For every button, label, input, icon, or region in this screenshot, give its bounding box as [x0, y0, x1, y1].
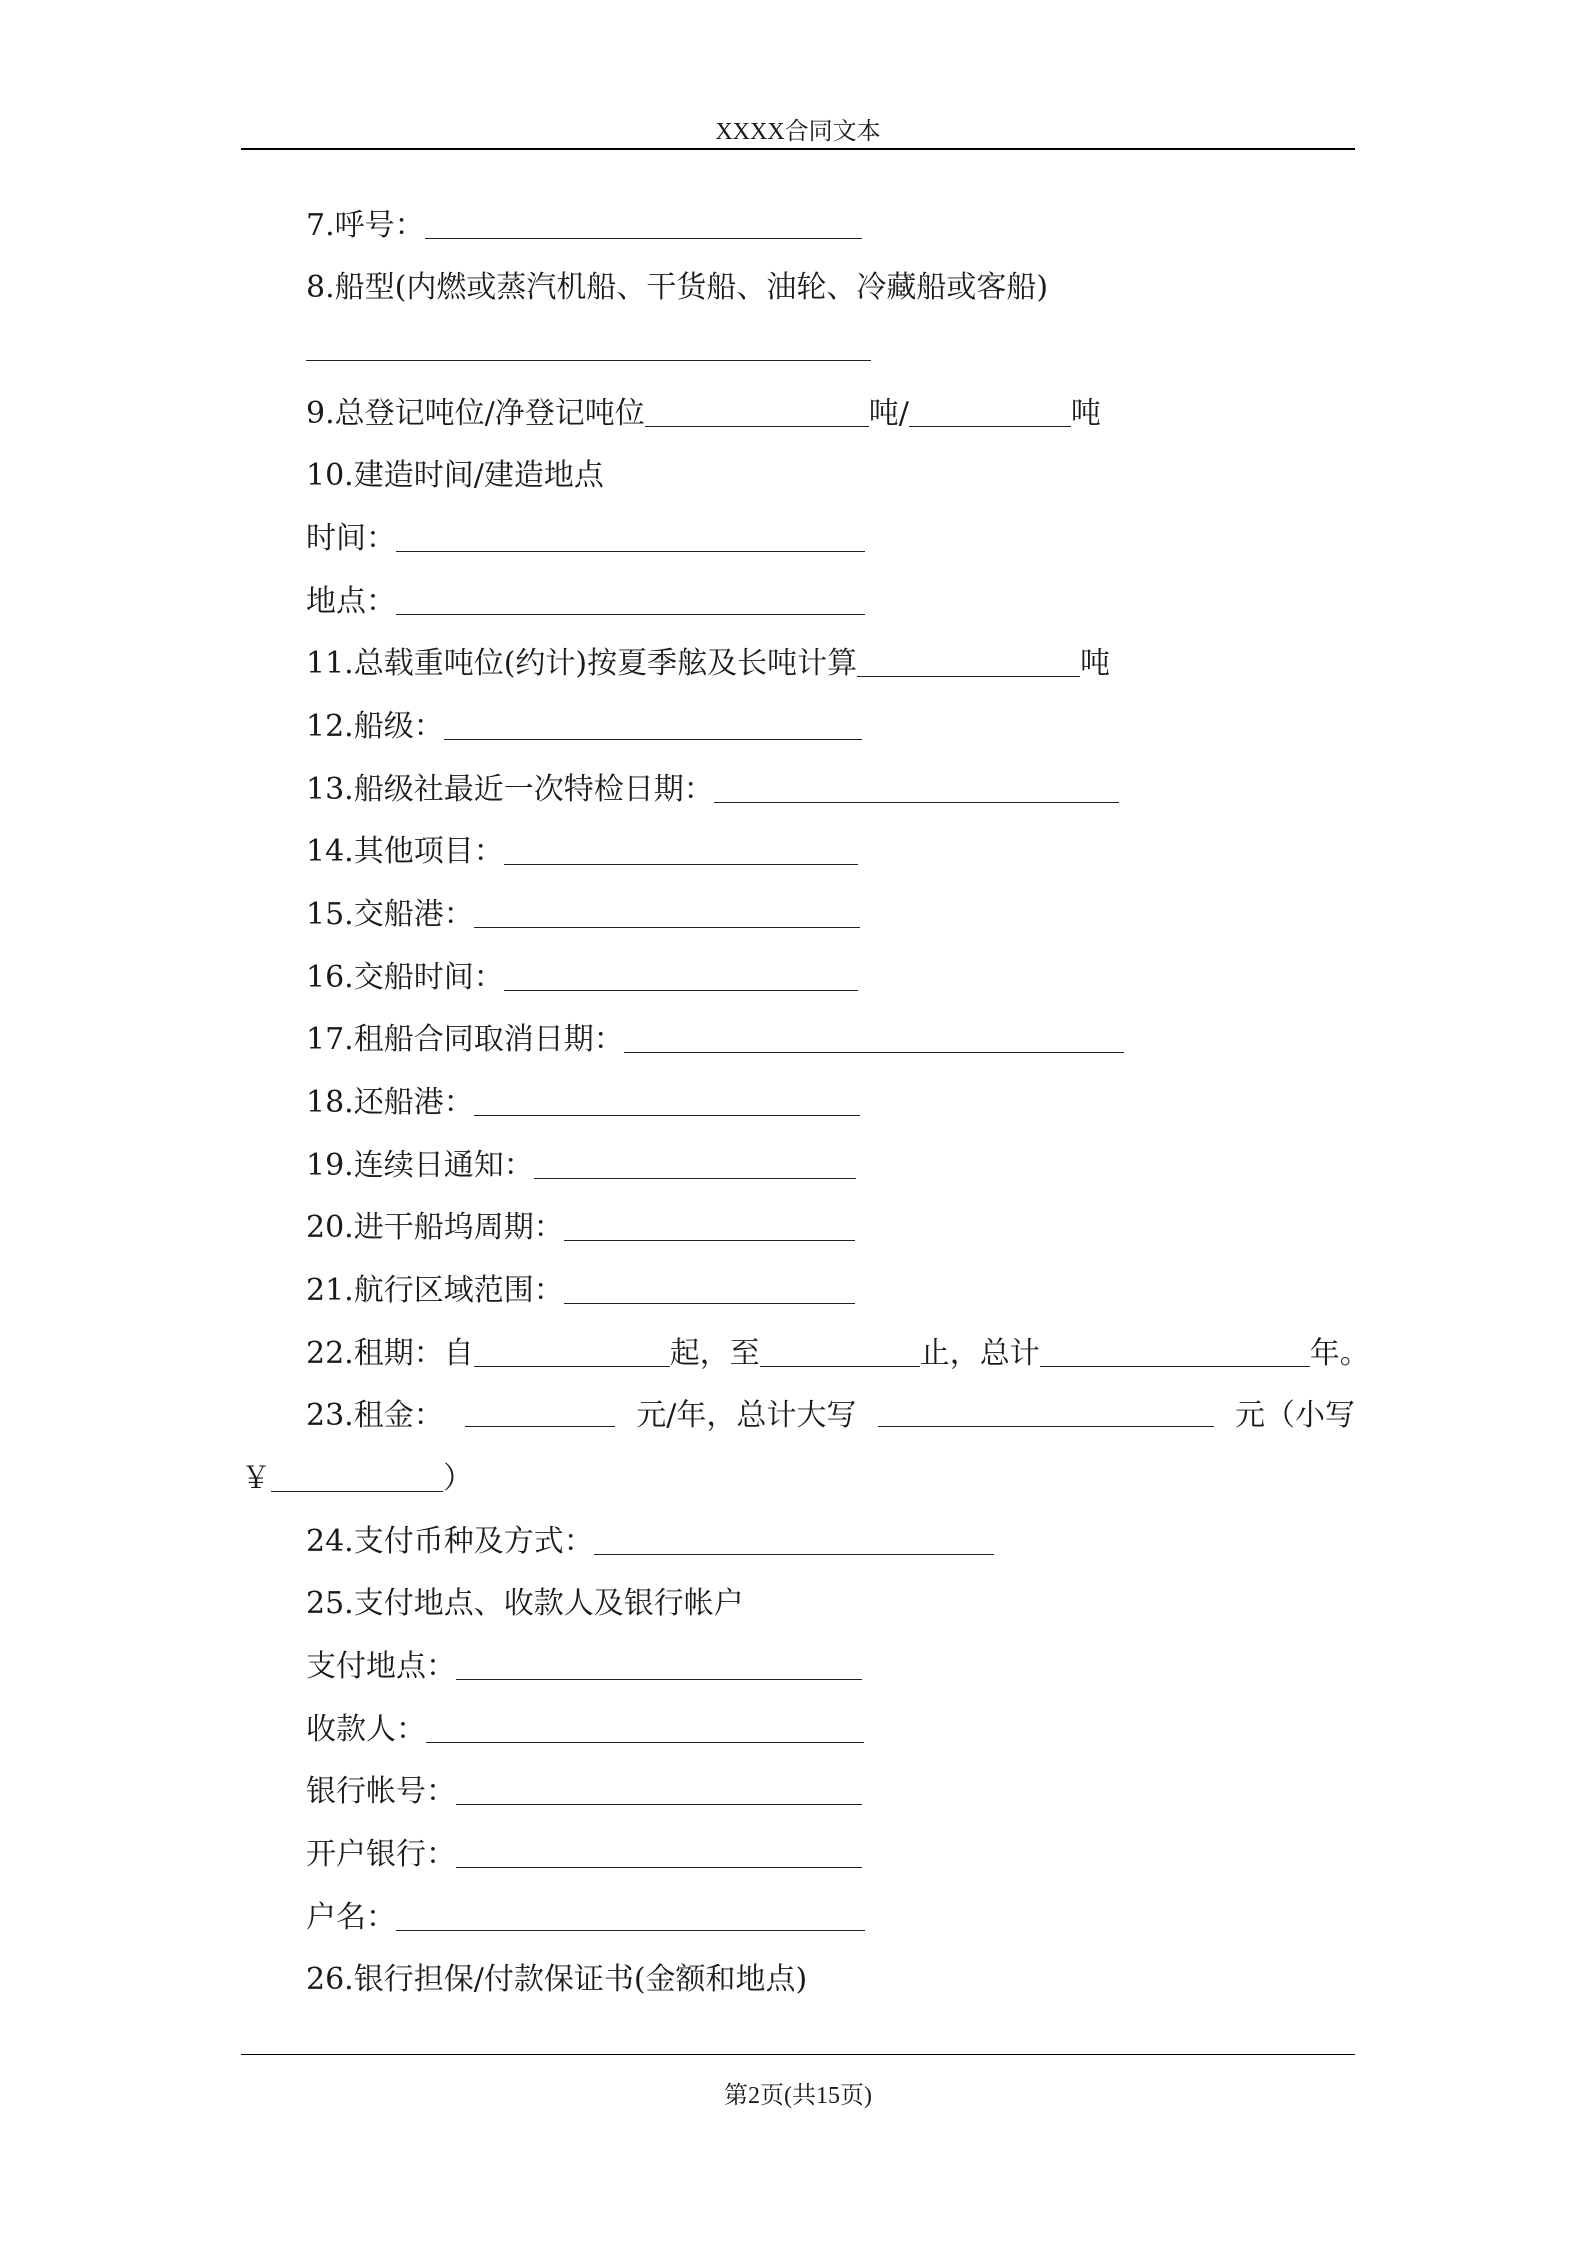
blank-line[interactable] — [594, 1524, 994, 1555]
blank-line[interactable] — [624, 1022, 1124, 1053]
field-other-items — [306, 832, 1355, 872]
field-redelivery-port — [306, 1083, 1355, 1123]
inline-text: 止，总计 — [919, 1336, 1040, 1371]
inline-text: 起，至 — [669, 1336, 760, 1371]
field-label: 8.船型(内燃或蒸汽机船、干货船、油轮、冷藏船或客船) — [306, 270, 1049, 305]
blank-line[interactable] — [426, 1712, 864, 1743]
field-charter-period — [306, 1334, 1370, 1374]
field-build-time — [306, 519, 1355, 559]
field-ship-type-answer — [306, 328, 1355, 368]
field-hire-rate — [306, 1396, 1355, 1436]
field-label: 23.租金： — [306, 1398, 444, 1433]
field-payment-place — [306, 1647, 1355, 1687]
unit-text: 吨 — [1080, 646, 1111, 681]
blank-line[interactable] — [714, 772, 1119, 803]
field-trading-area — [306, 1271, 1355, 1311]
blank-line[interactable] — [396, 1900, 865, 1931]
field-label: 时间： — [306, 521, 396, 556]
field-cancel-date — [306, 1020, 1355, 1060]
blank-line[interactable] — [504, 834, 858, 865]
field-payment-currency — [306, 1522, 1355, 1562]
blank-line[interactable] — [474, 897, 860, 928]
field-label: 收款人： — [306, 1712, 426, 1747]
blank-line[interactable] — [909, 396, 1071, 427]
blank-line[interactable] — [474, 1085, 860, 1116]
field-deadweight — [306, 644, 1355, 684]
field-label: 支付地点： — [306, 1649, 456, 1684]
page-number: 第2页(共15页) — [724, 2083, 872, 2109]
inline-text: ） — [443, 1461, 473, 1496]
blank-line[interactable] — [474, 1336, 670, 1367]
field-survey-date — [306, 770, 1355, 810]
blank-line[interactable] — [396, 584, 865, 615]
field-bank-name — [306, 1835, 1355, 1875]
field-label: 14.其他项目： — [306, 834, 504, 869]
field-ship-type — [306, 268, 1355, 308]
blank-line[interactable] — [760, 1336, 920, 1367]
field-label: 开户银行： — [306, 1837, 456, 1872]
field-label: ￥ — [241, 1461, 271, 1496]
field-account-name — [306, 1898, 1355, 1938]
field-bank-account — [306, 1772, 1355, 1812]
field-build-place — [306, 582, 1355, 622]
blank-line[interactable] — [456, 1649, 862, 1680]
page-header-title: XXXX合同文本 — [715, 119, 881, 145]
field-label: 26.银行担保/付款保证书(金额和地点) — [306, 1962, 808, 1997]
field-drydock-period — [306, 1208, 1355, 1248]
field-label: 20.进干船坞周期： — [306, 1210, 564, 1245]
blank-line[interactable] — [456, 1837, 862, 1868]
blank-line[interactable] — [456, 1774, 862, 1805]
unit-text: 吨/ — [868, 396, 909, 431]
blank-line[interactable] — [878, 1396, 1214, 1427]
blank-line[interactable] — [425, 208, 862, 239]
field-call-sign — [306, 206, 1355, 246]
field-label: 12.船级： — [306, 709, 444, 744]
field-build-heading — [306, 456, 1355, 496]
unit-text: 吨 — [1070, 396, 1101, 431]
field-label: 银行帐号： — [306, 1774, 456, 1809]
field-label: 21.航行区域范围： — [306, 1273, 564, 1308]
field-label: 24.支付币种及方式： — [306, 1524, 594, 1559]
field-bank-guarantee — [306, 1960, 1355, 2000]
blank-line[interactable] — [444, 709, 862, 740]
field-hire-rate-figures — [241, 1459, 1355, 1499]
field-label: 17.租船合同取消日期： — [306, 1022, 624, 1057]
field-label: 户名： — [306, 1900, 396, 1935]
field-label: 7.呼号： — [306, 208, 425, 243]
field-label: 10.建造时间/建造地点 — [306, 458, 604, 493]
blank-line[interactable] — [396, 521, 865, 552]
field-notice-days — [306, 1146, 1355, 1186]
blank-line[interactable] — [645, 396, 869, 427]
field-delivery-port — [306, 895, 1355, 935]
field-label: 15.交船港： — [306, 897, 474, 932]
blank-line[interactable] — [306, 330, 871, 361]
field-label: 25.支付地点、收款人及银行帐户 — [306, 1586, 744, 1621]
field-label: 9.总登记吨位/净登记吨位 — [306, 396, 645, 431]
inline-text: 元/年，总计大写 — [636, 1398, 857, 1433]
field-label: 22.租期：自 — [306, 1336, 474, 1371]
blank-line[interactable] — [465, 1396, 615, 1427]
field-label: 地点： — [306, 584, 396, 619]
blank-line[interactable] — [534, 1148, 856, 1179]
blank-line[interactable] — [271, 1461, 443, 1492]
field-tonnage — [306, 394, 1355, 434]
blank-line[interactable] — [1040, 1336, 1310, 1367]
blank-line[interactable] — [857, 646, 1080, 677]
field-delivery-time — [306, 958, 1355, 998]
field-payment-heading — [306, 1584, 1355, 1624]
field-label: 18.还船港： — [306, 1085, 474, 1120]
field-label: 16.交船时间： — [306, 960, 504, 995]
blank-line[interactable] — [564, 1210, 855, 1241]
blank-line[interactable] — [564, 1273, 855, 1304]
field-label: 19.连续日通知： — [306, 1148, 534, 1183]
header-rule — [241, 148, 1355, 150]
field-ship-class — [306, 707, 1355, 747]
inline-text: 年。 — [1309, 1336, 1370, 1371]
inline-text: 元（小写 — [1234, 1398, 1355, 1433]
blank-line[interactable] — [504, 960, 858, 991]
field-label: 13.船级社最近一次特检日期： — [306, 772, 714, 807]
field-payee — [306, 1710, 1355, 1750]
field-label: 11.总载重吨位(约计)按夏季舷及长吨计算 — [306, 646, 858, 681]
footer-rule — [241, 2054, 1355, 2055]
